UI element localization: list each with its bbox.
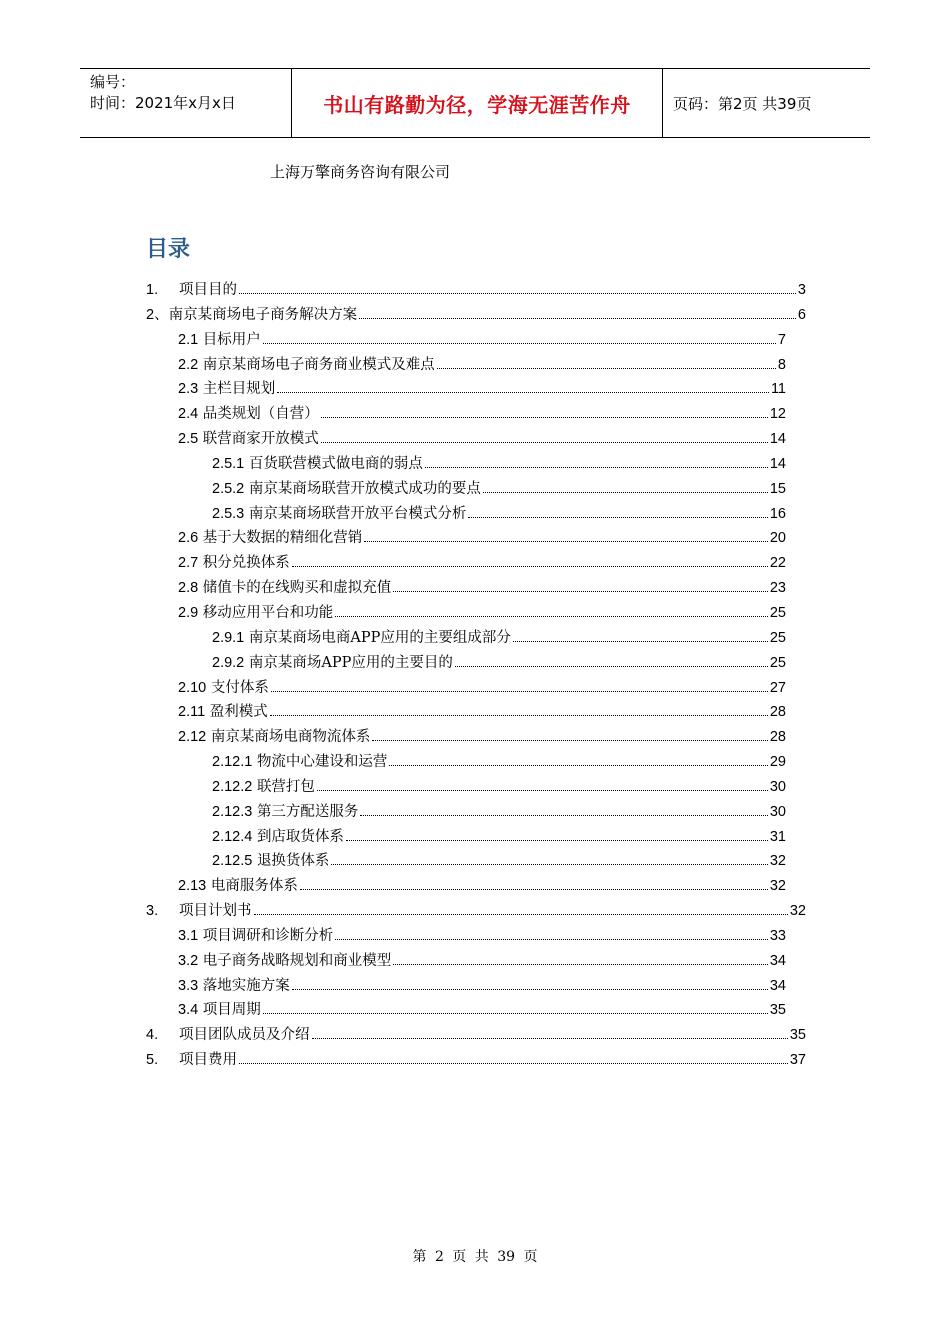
toc-entry-page: 28 bbox=[769, 704, 786, 721]
toc-entry-number: 3.4 bbox=[178, 1002, 199, 1019]
table-of-contents bbox=[146, 278, 806, 1073]
toc-entry-text: 盈利模式 bbox=[209, 704, 268, 721]
toc-entry[interactable] bbox=[146, 676, 786, 701]
toc-entry[interactable] bbox=[146, 750, 786, 775]
toc-entry-page: 27 bbox=[769, 679, 786, 696]
toc-entry-page: 37 bbox=[789, 1052, 806, 1069]
toc-leader-dots bbox=[393, 964, 768, 965]
toc-entry-text: 落地实施方案 bbox=[202, 977, 290, 994]
toc-entry-number: 2.5.2 bbox=[212, 480, 245, 497]
toc-leader-dots bbox=[292, 989, 768, 990]
toc-entry-number: 4. bbox=[146, 1027, 159, 1044]
header-page-info: 页码：第2页 共39页 bbox=[673, 94, 812, 113]
toc-entry-text: 南京某商场电商物流体系 bbox=[210, 729, 371, 746]
toc-leader-dots bbox=[513, 641, 768, 642]
toc-entry[interactable] bbox=[146, 775, 786, 800]
toc-entry-page: 11 bbox=[770, 381, 786, 398]
toc-entry-title bbox=[178, 874, 298, 895]
header-left-cell bbox=[80, 69, 291, 137]
toc-entry-text: 项目计划书 bbox=[179, 903, 252, 920]
toc-entry-text: 基于大数据的精细化营销 bbox=[202, 530, 363, 547]
toc-entry[interactable] bbox=[146, 278, 806, 303]
toc-entry[interactable] bbox=[146, 1023, 806, 1048]
toc-entry-page: 35 bbox=[769, 1002, 786, 1019]
toc-entry-page: 15 bbox=[769, 480, 786, 497]
toc-entry-text: 南京某商场联营开放平台模式分析 bbox=[248, 505, 467, 522]
toc-leader-dots bbox=[277, 392, 769, 393]
toc-entry[interactable] bbox=[146, 924, 786, 949]
toc-entry-title bbox=[178, 949, 391, 970]
toc-entry[interactable] bbox=[146, 974, 786, 999]
toc-leader-dots bbox=[317, 790, 768, 791]
toc-leader-dots bbox=[437, 368, 776, 369]
toc-entry-text: 项目周期 bbox=[202, 1002, 261, 1019]
toc-entry-page: 7 bbox=[777, 331, 786, 348]
toc-leader-dots bbox=[271, 691, 768, 692]
toc-entry[interactable] bbox=[146, 998, 786, 1023]
toc-entry-page: 20 bbox=[769, 530, 786, 547]
toc-entry-title bbox=[212, 502, 466, 523]
toc-entry-title bbox=[178, 427, 319, 448]
toc-entry-text: 联营商家开放模式 bbox=[202, 431, 319, 448]
toc-entry[interactable] bbox=[146, 800, 786, 825]
document-time-label: 时间：2021年x月x日 bbox=[90, 94, 236, 112]
toc-entry-number: 2.2 bbox=[178, 356, 199, 373]
header-motto: 书山有路勤为径，学海无涯苦作舟 bbox=[291, 69, 663, 137]
toc-entry-number: 2、 bbox=[146, 306, 169, 323]
toc-entry-number: 3.1 bbox=[178, 927, 199, 944]
toc-leader-dots bbox=[483, 492, 768, 493]
toc-leader-dots bbox=[335, 616, 768, 617]
toc-entry-page: 32 bbox=[769, 853, 786, 870]
toc-leader-dots bbox=[372, 740, 768, 741]
toc-leader-dots bbox=[270, 715, 768, 716]
toc-entry[interactable] bbox=[146, 353, 786, 378]
toc-entry-number: 3. bbox=[146, 903, 159, 920]
toc-entry-number: 2.9.1 bbox=[212, 629, 245, 646]
toc-entry-title bbox=[178, 551, 290, 572]
toc-entry-number: 2.4 bbox=[178, 406, 199, 423]
toc-entry-number: 1. bbox=[146, 282, 159, 298]
toc-entry-title bbox=[178, 700, 268, 721]
toc-entry-text: 项目团队成员及介绍 bbox=[179, 1027, 310, 1044]
toc-entry-page: 25 bbox=[769, 654, 786, 671]
toc-entry-number: 2.1 bbox=[178, 331, 199, 348]
toc-entry[interactable] bbox=[146, 576, 786, 601]
toc-entry-text: 目标用户 bbox=[202, 331, 261, 348]
toc-entry[interactable] bbox=[146, 874, 786, 899]
toc-entry[interactable] bbox=[146, 1048, 806, 1073]
toc-entry-title bbox=[212, 626, 511, 647]
toc-entry-title bbox=[212, 825, 344, 846]
toc-entry[interactable] bbox=[146, 849, 786, 874]
toc-entry-title bbox=[178, 576, 391, 597]
toc-entry-page: 33 bbox=[769, 927, 786, 944]
toc-entry-number: 2.12.1 bbox=[212, 754, 253, 771]
toc-entry[interactable] bbox=[146, 526, 786, 551]
toc-entry-page: 14 bbox=[769, 455, 786, 472]
toc-entry-number: 2.8 bbox=[178, 580, 199, 597]
toc-entry[interactable] bbox=[146, 725, 786, 750]
toc-entry-page: 29 bbox=[769, 754, 786, 771]
toc-entry-title bbox=[146, 899, 252, 920]
toc-leader-dots bbox=[346, 840, 768, 841]
toc-entry-page: 14 bbox=[769, 431, 786, 448]
toc-entry-text: 南京某商场APP应用的主要目的 bbox=[248, 654, 453, 671]
toc-leader-dots bbox=[300, 889, 768, 890]
toc-leader-dots bbox=[364, 541, 768, 542]
toc-entry-title bbox=[212, 651, 453, 672]
toc-leader-dots bbox=[425, 467, 768, 468]
toc-entry-number: 2.5.3 bbox=[212, 505, 245, 522]
toc-entry[interactable] bbox=[146, 899, 806, 924]
toc-entry-text: 到店取货体系 bbox=[256, 828, 344, 845]
toc-entry-page: 6 bbox=[797, 306, 806, 323]
toc-entry-page: 30 bbox=[769, 778, 786, 795]
page-header bbox=[80, 68, 870, 138]
toc-leader-dots bbox=[455, 666, 768, 667]
toc-entry-text: 支付体系 bbox=[210, 679, 269, 696]
toc-entry-page: 16 bbox=[769, 505, 786, 522]
toc-entry[interactable] bbox=[146, 477, 786, 502]
toc-entry-page: 34 bbox=[769, 952, 786, 969]
toc-entry-number: 2.12.5 bbox=[212, 853, 253, 870]
toc-entry-number: 2.12.3 bbox=[212, 803, 253, 820]
toc-entry-title bbox=[178, 998, 261, 1019]
toc-entry-text: 南京某商场电子商务商业模式及难点 bbox=[202, 356, 435, 373]
toc-entry[interactable] bbox=[146, 427, 786, 452]
toc-leader-dots bbox=[359, 318, 796, 319]
page-footer: 第 2 页 共 39 页 bbox=[412, 1249, 538, 1265]
toc-entry-title bbox=[212, 849, 329, 870]
toc-entry[interactable] bbox=[146, 700, 786, 725]
toc-leader-dots bbox=[360, 815, 767, 816]
toc-entry-number: 2.9 bbox=[178, 604, 199, 621]
company-name: 上海万擎商务咨询有限公司 bbox=[270, 163, 451, 181]
toc-entry-number: 2.5 bbox=[178, 431, 199, 448]
toc-entry-title bbox=[178, 377, 275, 398]
document-number-label: 编号： bbox=[90, 73, 136, 91]
toc-leader-dots bbox=[389, 765, 767, 766]
toc-entry-title bbox=[178, 353, 435, 374]
toc-entry[interactable] bbox=[146, 949, 786, 974]
toc-entry-page: 32 bbox=[769, 878, 786, 895]
toc-entry[interactable] bbox=[146, 825, 786, 850]
toc-leader-dots bbox=[254, 914, 788, 915]
toc-entry[interactable] bbox=[146, 626, 786, 651]
toc-entry-text: 南京某商场电商APP应用的主要组成部分 bbox=[248, 629, 511, 646]
toc-entry-text: 物流中心建设和运营 bbox=[256, 754, 388, 771]
toc-entry-title bbox=[146, 278, 237, 299]
toc-title: 目录 bbox=[146, 237, 191, 262]
toc-entry-title bbox=[178, 402, 319, 423]
toc-entry-page: 23 bbox=[769, 580, 786, 597]
toc-entry-title bbox=[212, 750, 387, 771]
toc-entry-number: 2.6 bbox=[178, 530, 199, 547]
toc-entry-number: 2.12.2 bbox=[212, 778, 253, 795]
toc-leader-dots bbox=[331, 864, 767, 865]
toc-entry[interactable] bbox=[146, 402, 786, 427]
toc-entry-page: 22 bbox=[769, 555, 786, 572]
toc-entry-text: 百货联营模式做电商的弱点 bbox=[248, 455, 423, 472]
toc-entry-title bbox=[178, 725, 370, 746]
toc-leader-dots bbox=[312, 1038, 788, 1039]
toc-leader-dots bbox=[321, 417, 768, 418]
toc-entry-page: 25 bbox=[769, 629, 786, 646]
toc-entry[interactable] bbox=[146, 651, 786, 676]
toc-entry-title bbox=[178, 974, 290, 995]
toc-entry-number: 2.12 bbox=[178, 729, 207, 746]
toc-entry-page: 34 bbox=[769, 977, 786, 994]
toc-entry[interactable] bbox=[146, 328, 786, 353]
toc-entry-text: 第三方配送服务 bbox=[256, 803, 359, 820]
toc-entry-text: 储值卡的在线购买和虚拟充值 bbox=[202, 580, 392, 597]
toc-entry[interactable] bbox=[146, 502, 786, 527]
toc-entry-title bbox=[212, 775, 315, 796]
toc-entry-text: 积分兑换体系 bbox=[202, 555, 290, 572]
toc-leader-dots bbox=[263, 1013, 768, 1014]
toc-entry-page: 35 bbox=[789, 1027, 806, 1044]
toc-entry-title bbox=[178, 676, 269, 697]
toc-entry-text: 联营打包 bbox=[256, 778, 315, 795]
toc-entry-text: 退换货体系 bbox=[256, 853, 330, 870]
toc-entry-number: 2.13 bbox=[178, 878, 207, 895]
toc-entry-title bbox=[178, 526, 362, 547]
toc-entry-title bbox=[212, 800, 358, 821]
toc-entry-page: 30 bbox=[769, 803, 786, 820]
toc-entry-title bbox=[178, 924, 333, 945]
toc-entry-page: 8 bbox=[777, 356, 786, 373]
toc-leader-dots bbox=[335, 939, 768, 940]
toc-entry-title bbox=[178, 601, 333, 622]
toc-entry-text: 南京某商场电子商务解决方案 bbox=[168, 306, 358, 323]
toc-leader-dots bbox=[468, 517, 768, 518]
toc-entry-text: 南京某商场联营开放模式成功的要点 bbox=[248, 480, 481, 497]
toc-leader-dots bbox=[239, 1063, 788, 1064]
toc-entry-title bbox=[212, 452, 423, 473]
toc-entry-page: 31 bbox=[769, 828, 786, 845]
toc-entry[interactable] bbox=[146, 601, 786, 626]
toc-entry-number: 2.11 bbox=[178, 704, 206, 721]
toc-entry[interactable] bbox=[146, 452, 786, 477]
toc-entry-number: 3.2 bbox=[178, 952, 199, 969]
toc-leader-dots bbox=[292, 566, 768, 567]
toc-entry-text: 项目目的 bbox=[179, 282, 237, 298]
toc-entry-number: 5. bbox=[146, 1052, 159, 1069]
toc-entry-number: 3.3 bbox=[178, 977, 199, 994]
toc-entry-number: 2.7 bbox=[178, 555, 199, 572]
toc-leader-dots bbox=[239, 293, 796, 294]
toc-entry-text: 电商服务体系 bbox=[210, 878, 298, 895]
toc-entry[interactable] bbox=[146, 377, 786, 402]
toc-entry-title bbox=[146, 1048, 237, 1069]
toc-entry-text: 电子商务战略规划和商业模型 bbox=[202, 952, 392, 969]
toc-entry-page: 32 bbox=[789, 903, 806, 920]
toc-entry-page: 12 bbox=[769, 406, 786, 423]
toc-entry-number: 2.5.1 bbox=[212, 455, 245, 472]
toc-entry-text: 项目费用 bbox=[179, 1052, 237, 1069]
toc-entry-text: 主栏目规划 bbox=[202, 381, 276, 398]
toc-entry-title bbox=[146, 1023, 310, 1044]
toc-entry-page: 28 bbox=[769, 729, 786, 746]
toc-entry-number: 2.3 bbox=[178, 381, 199, 398]
toc-leader-dots bbox=[321, 442, 768, 443]
toc-entry-page: 3 bbox=[797, 282, 806, 298]
toc-entry-number: 2.9.2 bbox=[212, 654, 245, 671]
toc-entry[interactable] bbox=[146, 551, 786, 576]
toc-entry-number: 2.12.4 bbox=[212, 828, 253, 845]
toc-entry-text: 品类规划（自营） bbox=[202, 406, 319, 423]
toc-entry-text: 移动应用平台和功能 bbox=[202, 604, 334, 621]
toc-entry[interactable] bbox=[146, 303, 806, 328]
toc-leader-dots bbox=[263, 343, 776, 344]
toc-entry-page: 25 bbox=[769, 604, 786, 621]
toc-leader-dots bbox=[393, 591, 768, 592]
toc-entry-title bbox=[146, 303, 357, 324]
toc-entry-number: 2.10 bbox=[178, 679, 207, 696]
toc-entry-title bbox=[178, 328, 261, 349]
toc-entry-title bbox=[212, 477, 481, 498]
toc-entry-text: 项目调研和诊断分析 bbox=[202, 927, 334, 944]
